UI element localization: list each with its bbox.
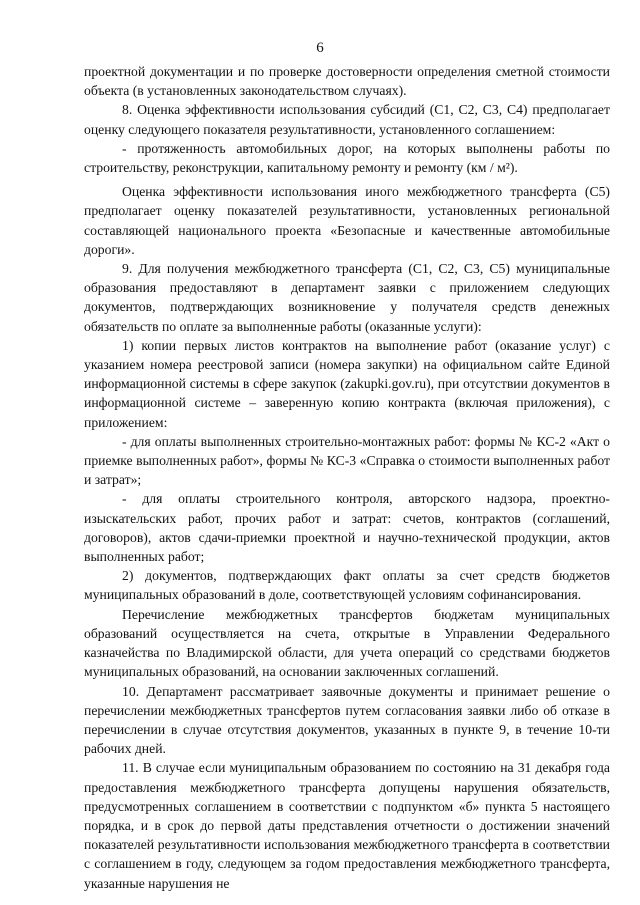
paragraph: 10. Департамент рассматривает заявочные документы и принимает решение о перечислении межбюджетных трансфертов путем согласования заявки либо об отказе в перечислении в случае отсутствия документов, указанных в пункте 9, в течение 10-ти рабочих дней. xyxy=(84,683,610,757)
paragraph: Перечисление межбюджетных трансфертов бюджетам муниципальных образований осуществляется на счета, открытые в Управлении Федерального казначейства по Владимирской области, для учета операций со средствами бюджетов муниципальных образований, на основании заключенных соглашений. xyxy=(84,606,610,680)
page-number: 6 xyxy=(316,40,324,56)
paragraph: проектной документации и по проверке достоверности определения сметной стоимости объекта (в установленных законодательством случаях). xyxy=(84,64,610,99)
paragraph: 9. Для получения межбюджетного трансферта (С1, С2, С3, С5) муниципальные образования предоставляют в департамент заявки с приложением следующих документов, подтверждающих возникновение у получателя средств денежных обязательств по оплате за выполненные работы (оказанные услуги): xyxy=(84,261,610,334)
paragraph: 8. Оценка эффективности использования субсидий (С1, С2, С3, С4) предполагает оценку следующего показателя результативности, установленного соглашением: xyxy=(84,102,610,137)
document-body xyxy=(84,62,610,893)
paragraph: 2) документов, подтверждающих факт оплаты за счет средств бюджетов муниципальных образований в доле, соответствующей условиям софинансирования. xyxy=(84,568,610,603)
paragraph: - для оплаты выполненных строительно-монтажных работ: формы № КС-2 «Акт о приемке выполненных работ», формы № КС-3 «Справка о стоимости выполненных работ и затрат»; xyxy=(84,433,610,488)
paragraph: 11. В случае если муниципальным образованием по состоянию на 31 декабря года предоставления межбюджетного трансферта допущены нарушения обязательств, предусмотренных соглашением в соответствии с подпунктом «б» пункта 5 настоящего порядка, и в срок до первой даты представления отчетности о достижении значений показателей результативности использования межбюджетного трансферта в соответствии с соглашением в году, следующем за годом предоставления межбюджетного трансферта, указанные нарушения не xyxy=(84,760,610,891)
paragraph: Оценка эффективности использования иного межбюджетного трансферта (С5) предполагает оценку показателей результативности, установленных региональной составляющей национального проекта «Безопасные и качественные автомобильные дороги». xyxy=(84,184,610,257)
paragraph: 1) копии первых листов контрактов на выполнение работ (оказание услуг) с указанием номера реестровой записи (номера закупки) на официальном сайте Единой информационной системы в сфере закупок (zakupki.gov.ru), при отсутствии документов в информационной системе – заверенную копию контракта (включая приложения), с приложением: xyxy=(84,337,610,430)
paragraph: - для оплаты строительного контроля, авторского надзора, проектно-изыскательских работ, прочих работ и затрат: счетов, контрактов (соглашений, договоров), актов сдачи-приемки проектной и научно-технической продукции, актов выполненных работ; xyxy=(84,491,610,565)
paragraph: - протяженность автомобильных дорог, на которых выполнены работы по строительству, реконструкции, капитальному ремонту и ремонту (км / м²). xyxy=(84,140,610,176)
